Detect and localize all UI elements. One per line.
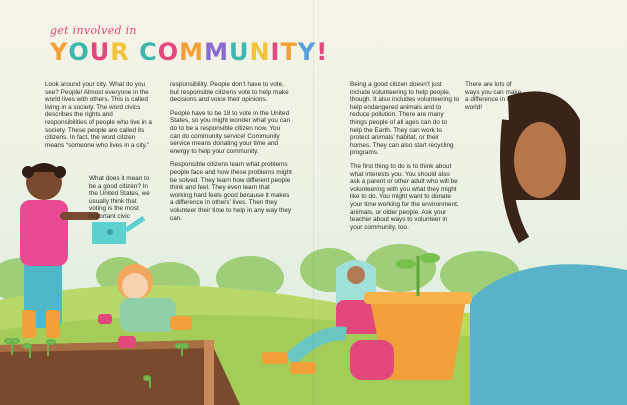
headline-letter: ! [316,38,329,66]
headline-letter: M [204,38,229,66]
text-column-2 [170,81,292,228]
headline-letter: Y [50,38,69,66]
text-column-4 [465,81,523,117]
headline-letter: Y [297,38,317,66]
page-headline [50,38,328,66]
paragraph-community-service: People have to be 18 to vote in the United States, so you might wonder what you can do to be a responsible citizen now. You can do community service! Community service means donating your time and energy to help your community. [170,109,291,155]
headline-letter: T [280,38,298,66]
headline-letter [130,38,139,66]
headline-letter: I [270,38,281,66]
paragraph-vote: responsibility. People don’t have to vote, but responsible citizens vote to help make decisions and voice their opinions. [170,81,289,104]
text-column-1-side [89,175,155,227]
paragraph-environment: Being a good citizen doesn’t just include volunteering to help people, though. It also includes volunteering to help endangered animals and to reduce pollution. There are many things people of all ages can do to help the Earth. They can work to protect animals’ habitat, or their homes. They can also start recycling programs. [350,81,460,157]
headline-letter: O [157,38,180,66]
paragraph-make-difference: There are lots of ways you can make a difference in the world! [465,81,522,111]
headline-letter: N [249,38,271,66]
garden-bed [0,340,240,405]
text-column-1 [45,81,155,155]
paragraph-first-thing: The first thing to do is to think about what interests you. You should also ask a parent or other adult who will be volunteering with you what they might like to do. You might want to donate your time working for the environment, animals, or older people. Ask your teacher about ways to volunteer in your community, too. [350,162,459,231]
kicker-text: get involved in [50,24,137,37]
paragraph-intro: Look around your city. What do you see? People! Almost everyone in the world lives with others. This is called living in a society. The word civics describes the rights and responsibilities of people who live in a society. These people are called its citizens. In fact, the word citizen means “someone who lives in a city.” [45,81,152,149]
headline-letter: R [110,38,130,66]
paragraph-good-citizen: What does it mean to be a good citizen? In the United States, we usually think that voting is the most important civic [89,175,150,220]
headline-letter: M [179,38,205,66]
paragraph-responsible-citizens: Responsible citizens learn what problems people face and how these problems might be solved. They learn how different people think and feel. They even learn that working hard feels good because it makes a difference in others’ lives. Then they volunteer their time to help in any way they can. [170,161,292,222]
headline-letter: U [89,38,111,66]
headline-letter: O [68,38,90,66]
headline-letter: C [139,38,158,66]
text-column-3 [350,81,460,237]
headline-letter: U [228,38,250,66]
